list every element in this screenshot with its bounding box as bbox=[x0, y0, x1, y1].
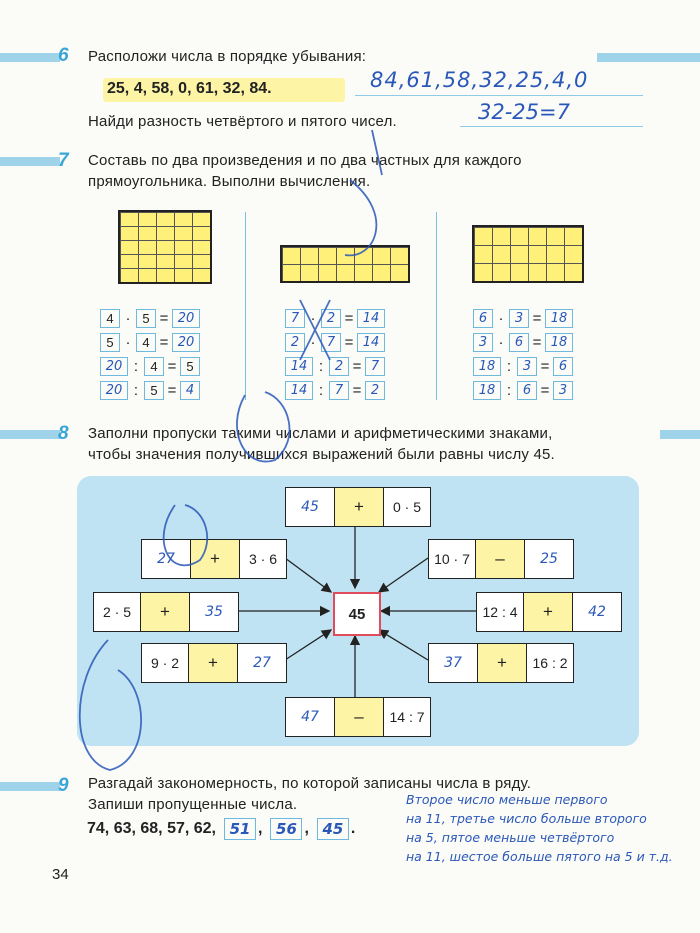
task-number: 6 bbox=[58, 45, 69, 66]
task-number: 8 bbox=[58, 423, 69, 444]
task-number: 7 bbox=[58, 150, 69, 171]
given-sequence: 74, 63, 68, 57, 62, bbox=[87, 820, 216, 837]
given-expression: 3 · 6 bbox=[248, 551, 277, 567]
blank-number[interactable]: 47 bbox=[286, 698, 335, 736]
result-box[interactable]: 14 bbox=[357, 309, 385, 328]
task6-numbers: 25, 4, 58, 0, 61, 32, 84. bbox=[107, 80, 272, 97]
given-expression: 10 · 7 bbox=[429, 540, 476, 578]
page-number: 34 bbox=[52, 866, 69, 883]
operator: : bbox=[133, 357, 139, 375]
result-box[interactable]: 5 bbox=[180, 357, 200, 376]
equals-sign: = bbox=[344, 333, 354, 351]
operator: : bbox=[506, 357, 512, 375]
operand-box[interactable]: 4 bbox=[100, 309, 120, 328]
result-box[interactable]: 3 bbox=[553, 381, 573, 400]
operator: : bbox=[318, 381, 324, 399]
task6-question2: Найди разность четвёртого и пятого чисел. bbox=[88, 113, 397, 130]
operator: : bbox=[318, 357, 324, 375]
blank-sign[interactable]: – bbox=[335, 698, 384, 736]
operator: : bbox=[506, 381, 512, 399]
operand-box[interactable]: 5 bbox=[100, 333, 120, 352]
equals-sign: = bbox=[159, 333, 169, 351]
equals-sign: = bbox=[167, 357, 177, 375]
given-expression: 0 · 5 bbox=[392, 499, 421, 515]
task-number: 9 bbox=[58, 775, 69, 796]
equals-sign: = bbox=[352, 381, 362, 399]
result-box[interactable]: 7 bbox=[365, 357, 385, 376]
operator: · bbox=[310, 333, 316, 351]
result-box[interactable]: 14 bbox=[357, 333, 385, 352]
given-expression: 16 : 2 bbox=[532, 655, 568, 671]
operand-box[interactable]: 6 bbox=[509, 333, 529, 352]
operator: · bbox=[310, 309, 316, 327]
operand-box[interactable]: 6 bbox=[517, 381, 537, 400]
operand-box[interactable]: 20 bbox=[100, 357, 128, 376]
task9-sequence: 74, 63, 68, 57, 62, 51 , 56 , 45 . bbox=[87, 820, 356, 838]
task9-instruction-line1: Разгадай закономерность, по которой записаны числа в ряду. bbox=[88, 775, 532, 792]
task7-instruction-line1: Составь по два произведения и по два частных для каждого bbox=[88, 152, 522, 169]
task6-answer-order: 84,61,58,32,25,4,0 bbox=[370, 68, 589, 92]
operator: · bbox=[498, 309, 504, 327]
operand-box[interactable]: 3 bbox=[509, 309, 529, 328]
blank-sign[interactable]: + bbox=[189, 644, 238, 682]
task8-instruction-line1: Заполни пропуски такими числами и арифметическими знаками, bbox=[88, 425, 553, 442]
operand-box[interactable]: 3 bbox=[517, 357, 537, 376]
result-box[interactable]: 18 bbox=[545, 309, 573, 328]
task6-instruction: Расположи числа в порядке убывания: bbox=[88, 48, 367, 65]
blank-number[interactable]: 45 bbox=[286, 488, 335, 526]
equals-sign: = bbox=[352, 357, 362, 375]
operand-box[interactable]: 6 bbox=[473, 309, 493, 328]
given-expression: 12 : 4 bbox=[477, 593, 524, 631]
operand-box[interactable]: 18 bbox=[473, 381, 501, 400]
result-box[interactable]: 6 bbox=[553, 357, 573, 376]
operand-box[interactable]: 2 bbox=[329, 357, 349, 376]
blank-number[interactable]: 27 bbox=[253, 655, 271, 671]
operand-box[interactable]: 14 bbox=[285, 381, 313, 400]
given-expression: 14 : 7 bbox=[389, 709, 425, 725]
task6-answer-diff: 32-25=7 bbox=[478, 100, 570, 124]
operand-box[interactable]: 7 bbox=[285, 309, 305, 328]
operator: · bbox=[125, 333, 131, 351]
equals-sign: = bbox=[540, 381, 550, 399]
blank-sign[interactable]: + bbox=[191, 540, 240, 578]
operand-box[interactable]: 5 bbox=[136, 309, 156, 328]
blank-sign[interactable]: + bbox=[335, 488, 384, 526]
equals-sign: = bbox=[159, 309, 169, 327]
equals-sign: = bbox=[540, 357, 550, 375]
result-box[interactable]: 2 bbox=[365, 381, 385, 400]
result-box[interactable]: 20 bbox=[172, 309, 200, 328]
result-box[interactable]: 20 bbox=[172, 333, 200, 352]
operand-box[interactable]: 2 bbox=[321, 309, 341, 328]
operand-box[interactable]: 4 bbox=[136, 333, 156, 352]
operand-box[interactable]: 2 bbox=[285, 333, 305, 352]
target-value: 45 bbox=[333, 592, 381, 636]
note-line: на 11, шестое больше пятого на 5 и т.д. bbox=[406, 849, 673, 864]
equals-sign: = bbox=[344, 309, 354, 327]
given-expression: 2 · 5 bbox=[94, 593, 141, 631]
blank-number[interactable]: 42 bbox=[588, 604, 606, 620]
given-expression: 9 · 2 bbox=[142, 644, 189, 682]
answer-box[interactable]: 45 bbox=[317, 818, 349, 840]
blank-sign[interactable]: + bbox=[478, 644, 527, 682]
blank-sign[interactable]: + bbox=[524, 593, 573, 631]
note-line: Второе число меньше первого bbox=[406, 792, 608, 807]
result-box[interactable]: 18 bbox=[545, 333, 573, 352]
blank-sign[interactable]: – bbox=[476, 540, 525, 578]
operator: : bbox=[133, 381, 139, 399]
operand-box[interactable]: 18 bbox=[473, 357, 501, 376]
task9-instruction-line2: Запиши пропущенные числа. bbox=[88, 796, 298, 813]
equals-sign: = bbox=[532, 333, 542, 351]
task7-instruction-line2: прямоугольника. Выполни вычисления. bbox=[88, 173, 371, 190]
operand-box[interactable]: 20 bbox=[100, 381, 128, 400]
answer-box[interactable]: 56 bbox=[270, 818, 302, 840]
note-line: на 11, третье число больше второго bbox=[406, 811, 647, 826]
operand-box[interactable]: 3 bbox=[473, 333, 493, 352]
operand-box[interactable]: 14 bbox=[285, 357, 313, 376]
note-line: на 5, пятое меньше четвёртого bbox=[406, 830, 615, 845]
blank-number[interactable]: 37 bbox=[429, 644, 478, 682]
blank-number[interactable]: 25 bbox=[540, 551, 558, 567]
result-box[interactable]: 4 bbox=[180, 381, 200, 400]
operator: · bbox=[125, 309, 131, 327]
blank-number[interactable]: 35 bbox=[205, 604, 223, 620]
task8-instruction-line2: чтобы значения получившихся выражений были равны числу 45. bbox=[88, 446, 555, 463]
answer-box[interactable]: 51 bbox=[224, 818, 256, 840]
operand-box[interactable]: 4 bbox=[144, 357, 164, 376]
equals-sign: = bbox=[532, 309, 542, 327]
equals-sign: = bbox=[167, 381, 177, 399]
blank-number[interactable]: 27 bbox=[142, 540, 191, 578]
blank-sign[interactable]: + bbox=[141, 593, 190, 631]
operand-box[interactable]: 7 bbox=[329, 381, 349, 400]
operand-box[interactable]: 5 bbox=[144, 381, 164, 400]
operand-box[interactable]: 7 bbox=[321, 333, 341, 352]
operator: · bbox=[498, 333, 504, 351]
